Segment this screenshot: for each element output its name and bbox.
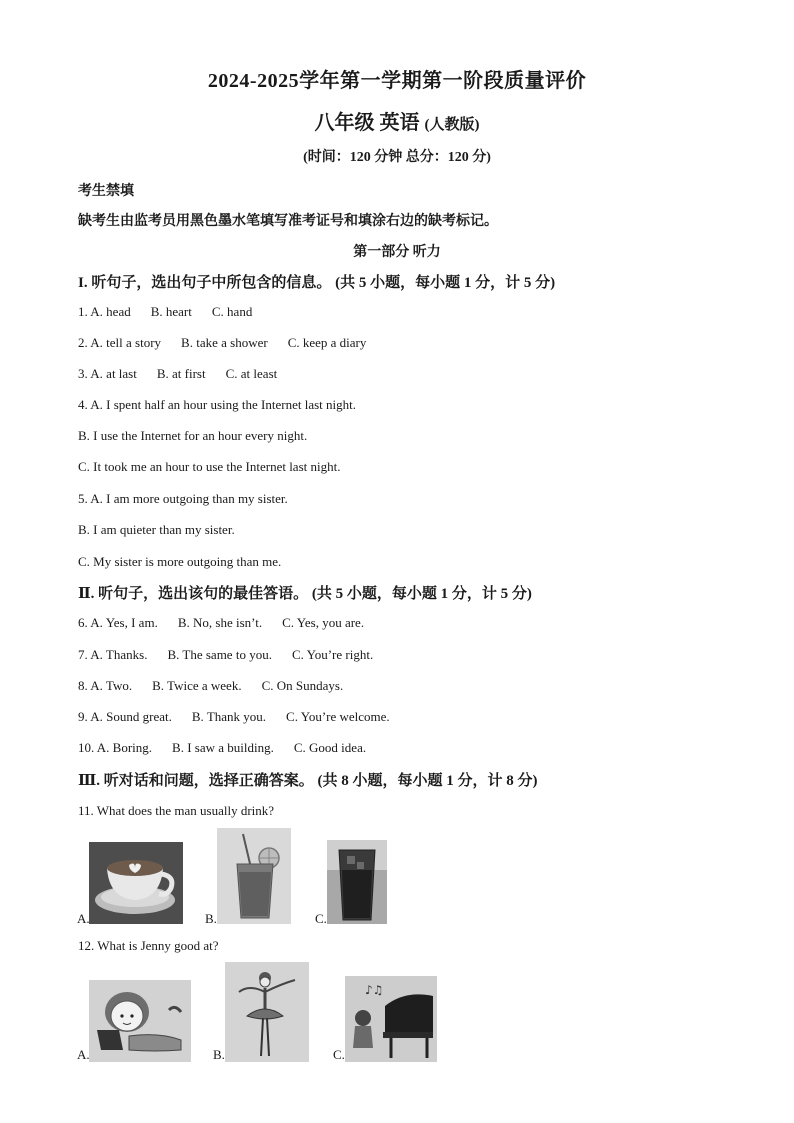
option-b-label: B. — [213, 1047, 225, 1062]
time-info: (时间：120 分钟 总分：120 分) — [303, 150, 491, 165]
option: 1. A. head — [78, 304, 131, 319]
option: 8. A. Two. — [78, 678, 133, 693]
question-9 — [78, 709, 390, 725]
option: C. at least — [225, 366, 278, 381]
subtitle-edition: (人教版) — [424, 117, 480, 133]
option-a-label: A. — [77, 911, 90, 926]
option: B. Thank you. — [191, 709, 267, 724]
question-3 — [78, 366, 277, 382]
notice-label: 考生禁填 — [78, 184, 134, 199]
coffee-cup-image — [89, 842, 183, 924]
notice-text: 缺考生由监考员用黑色墨水笔填写准考证号和填涂右边的缺考标记。 — [78, 214, 498, 229]
question-12: 12. What is Jenny good at? — [78, 938, 219, 953]
juice-glass-image — [217, 828, 291, 924]
question-1 — [78, 304, 252, 320]
question-7 — [78, 647, 373, 663]
question-5-option-b: B. I am quieter than my sister. — [78, 522, 235, 537]
option-a-label: A. — [77, 1047, 90, 1062]
option-c-label: C. — [333, 1047, 345, 1062]
question-6 — [78, 615, 364, 631]
option: B. at first — [156, 366, 206, 381]
option: B. No, she isn’t. — [177, 615, 263, 630]
girl-computer-image — [89, 980, 191, 1062]
part-title: 第一部分 听力 — [353, 245, 441, 260]
option: 7. A. Thanks. — [78, 647, 148, 662]
option: 3. A. at last — [78, 366, 137, 381]
option: C. keep a diary — [287, 335, 367, 350]
option: B. take a shower — [181, 335, 268, 350]
option: B. I saw a building. — [172, 740, 274, 755]
option: C. You’re welcome. — [286, 709, 390, 724]
option: 2. A. tell a story — [78, 335, 162, 350]
page-subtitle — [0, 106, 794, 135]
section3-heading: Ⅲ. 听对话和问题，选择正确答案。 (共 8 小题，每小题 1 分，计 8 分) — [78, 773, 538, 789]
section1-heading: I. 听句子，选出句子中所包含的信息。 (共 5 小题，每小题 1 分，计 5 分) — [78, 275, 556, 291]
option: B. The same to you. — [167, 647, 272, 662]
option: C. Yes, you are. — [282, 615, 365, 630]
option: B. Twice a week. — [152, 678, 242, 693]
section2-heading: Ⅱ. 听句子，选出该句的最佳答语。 (共 5 小题，每小题 1 分，计 5 分) — [78, 586, 532, 602]
option-b-label: B. — [205, 911, 217, 926]
question-4-option-c: C. It took me an hour to use the Internet last night. — [78, 459, 341, 474]
page-title: 2024-2025学年第一学期第一阶段质量评价 — [207, 70, 587, 92]
water-glass-image — [327, 840, 387, 924]
subtitle-main: 八年级 英语 — [314, 112, 420, 134]
piano-image — [345, 976, 437, 1062]
question-4-option-a: 4. A. I spent half an hour using the Internet last night. — [78, 397, 357, 412]
option: B. heart — [150, 304, 192, 319]
option: 6. A. Yes, I am. — [78, 615, 158, 630]
question-2 — [78, 335, 366, 351]
option: 9. A. Sound great. — [78, 709, 172, 724]
question-4-option-b: B. I use the Internet for an hour every night. — [78, 428, 308, 443]
question-10 — [78, 740, 366, 756]
option: C. On Sundays. — [261, 678, 344, 693]
question-5-option-a: 5. A. I am more outgoing than my sister. — [78, 491, 288, 506]
question-11: 11. What does the man usually drink? — [78, 803, 275, 818]
question-5-option-c: C. My sister is more outgoing than me. — [78, 554, 282, 569]
question-8 — [78, 678, 343, 694]
option: C. hand — [211, 304, 253, 319]
option: C. You’re right. — [291, 647, 374, 662]
option-c-label: C. — [315, 911, 327, 926]
option: C. Good idea. — [293, 740, 367, 755]
svg-text:♪♫: ♪♫ — [365, 983, 384, 997]
ballet-dancer-image — [225, 962, 309, 1062]
option: 10. A. Boring. — [78, 740, 153, 755]
